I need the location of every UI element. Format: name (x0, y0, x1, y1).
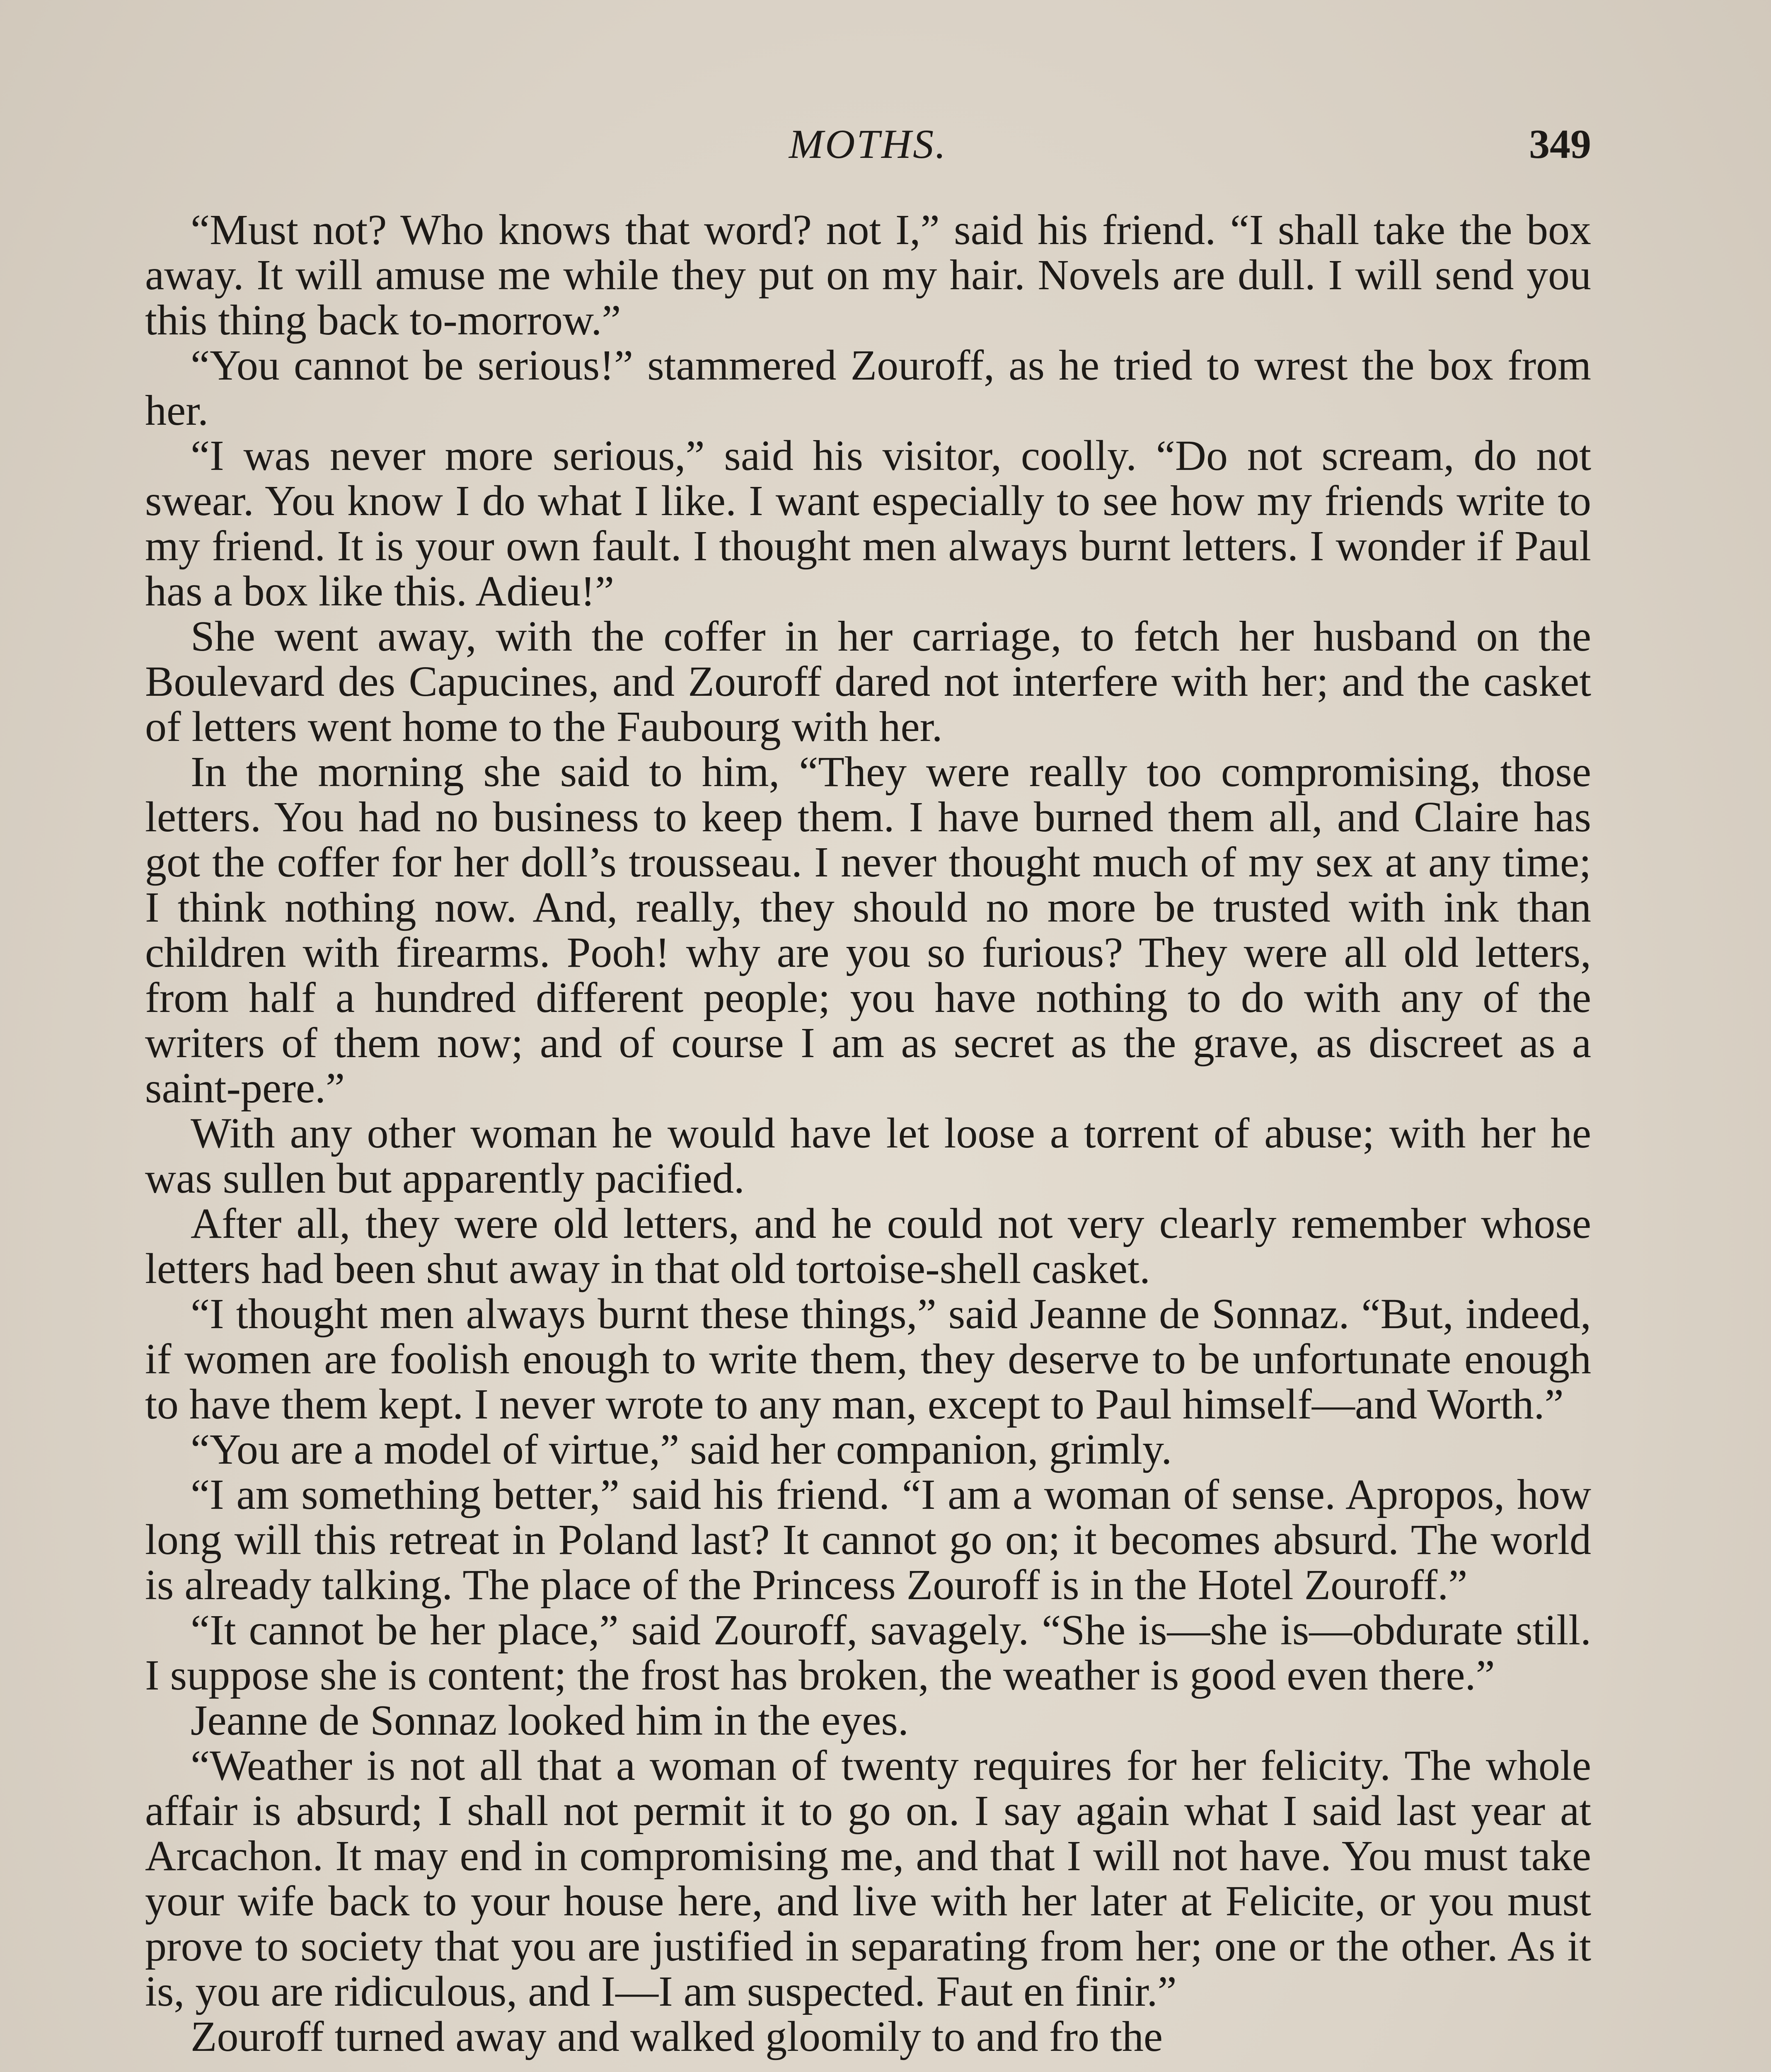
paragraph: Zouroff turned away and walked gloomily to and fro the (191, 2013, 1163, 2060)
paragraph: “Weather is not all that a woman of twenty requires for her felicity. The whole affair is absurd; I shall not permit it to go on. I say again what I said last year at Arcachon. It may end in compromising me, and that I will not have. You must take your wife back to your house here, and live with her later at Felicite, or you must prove to society that you are justified in separating from her; one or the other. As it is, you are ridiculous, and I—I am suspected. Faut en finir.” (145, 1742, 1591, 2015)
paragraph: “I was never more serious,” said his visitor, coolly. “Do not scream, do not swear. You know I do what I like. I want especially to see how my friends write to my friend. It is your own fault. I thought men always burnt letters. I wonder if Paul has a box like this. Adieu!” (145, 432, 1591, 615)
running-title: MOTHS. (789, 121, 948, 167)
paragraph: “I thought men always burnt these things,” said Jeanne de Sonnaz. “But, indeed, if women are foolish enough to write them, they deserve to be unfortunate enough to have them kept. I never wrote to any man, except to Paul himself—and Worth.” (145, 1290, 1591, 1428)
body-text (145, 207, 1591, 2059)
running-head (145, 120, 1591, 178)
page-number: 349 (1529, 121, 1591, 167)
paragraph: She went away, with the coffer in her carriage, to fetch her husband on the Boulevard des Capucines, and Zouroff dared not interfere with her; and the casket of letters went home to the Faubourg with her. (145, 612, 1591, 750)
paragraph: “Must not? Who knows that word? not I,” said his friend. “I shall take the box away. It will amuse me while they put on my hair. Novels are dull. I will send you this thing back to-morrow.” (145, 206, 1591, 344)
paragraph: “I am something better,” said his friend. “I am a woman of sense. Apropos, how long will this retreat in Poland last? It cannot go on; it becomes absurd. The world is already talking. The place of the Princess Zouroff is in the Hotel Zouroff.” (145, 1471, 1591, 1609)
paragraph: In the morning she said to him, “They were really too compromising, those letters. You had no business to keep them. I have burned them all, and Claire has got the coffer for her doll’s trousseau. I never thought much of my sex at any time; I think nothing now. And, really, they should no more be trusted with ink than children with firearms. Pooh! why are you so furious? They were all old letters, from half a hundred different people; you have nothing to do with any of the writers of them now; and of course I am as secret as the grave, as discreet as a saint-pere.” (145, 748, 1591, 1112)
paragraph: “You cannot be serious!” stammered Zouroff, as he tried to wrest the box from her. (145, 341, 1591, 434)
paragraph: “It cannot be her place,” said Zouroff, savagely. “She is—she is—obdurate still. I suppose she is content; the frost has broken, the weather is good even there.” (145, 1606, 1591, 1699)
paragraph: After all, they were old letters, and he could not very clearly remember whose letters had been shut away in that old tortoise-shell casket. (145, 1200, 1591, 1293)
paragraph: “You are a model of virtue,” said her companion, grimly. (191, 1426, 1172, 1473)
paragraph: With any other woman he would have let loose a torrent of abuse; with her he was sullen but apparently pacified. (145, 1109, 1591, 1202)
paragraph: Jeanne de Sonnaz looked him in the eyes. (191, 1697, 909, 1744)
